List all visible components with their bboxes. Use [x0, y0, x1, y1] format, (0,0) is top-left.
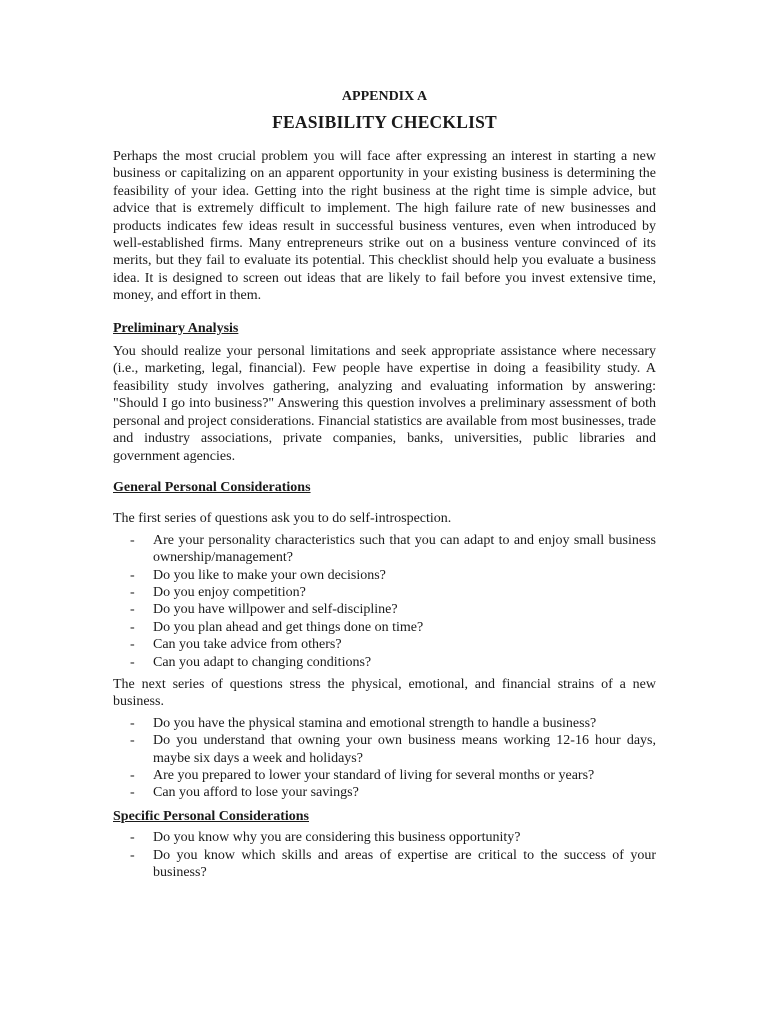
list-item-text: Do you have willpower and self-discipline?	[153, 602, 398, 618]
appendix-label: APPENDIX A	[341, 89, 428, 104]
page-title: FEASIBILITY CHECKLIST	[272, 112, 497, 132]
list-item	[113, 567, 656, 584]
list-item-text: Can you afford to lose your savings?	[153, 785, 359, 801]
list-item	[113, 715, 656, 732]
list-item	[113, 532, 656, 567]
list-item	[113, 847, 656, 882]
preliminary-analysis-paragraph: You should realize your personal limitations and seek appropriate assistance where necessary (i.e., marketing, legal, financial). Few people have expertise in doing a feasibility study. A feasibility study involves gathering, analyzing and evaluating information by answering: "Should I go into business?" Answering this question involves a preliminary assessment of both personal and project considerations. Financial statistics are available from most businesses, trade and industry associations, private companies, banks, universities, public libraries and government agencies.	[113, 344, 656, 464]
list-item	[113, 619, 656, 636]
dash-bullet: -	[130, 567, 135, 583]
preliminary-analysis-heading: Preliminary Analysis	[113, 320, 239, 336]
list-item-text: Do you have the physical stamina and emotional strength to handle a business?	[153, 715, 597, 731]
list-item	[113, 732, 656, 767]
dash-bullet: -	[130, 830, 135, 846]
dash-bullet: -	[130, 602, 135, 618]
list-item	[113, 601, 656, 618]
list-item-text: Do you understand that owning your own business means working 12-16 hour days, maybe six days a week and holidays?	[153, 733, 656, 766]
list-item-text: Do you know why you are considering this business opportunity?	[153, 830, 521, 846]
dash-bullet: -	[130, 847, 135, 863]
specific-questions-list	[113, 829, 656, 881]
list-item-text: Do you know which skills and areas of expertise are critical to the success of your business?	[153, 847, 656, 881]
dash-bullet: -	[130, 532, 135, 548]
dash-bullet: -	[130, 715, 135, 731]
list-item-text: Do you plan ahead and get things done on time?	[153, 619, 424, 635]
strain-questions-list	[113, 715, 656, 802]
dash-bullet: -	[130, 584, 135, 600]
dash-bullet: -	[130, 619, 135, 635]
general-considerations-intro: The first series of questions ask you to do self-introspection.	[113, 511, 452, 527]
list-item	[113, 654, 656, 671]
specific-considerations-heading: Specific Personal Considerations	[113, 808, 309, 824]
general-considerations-heading: General Personal Considerations	[113, 479, 311, 495]
list-item-text: Are you prepared to lower your standard of living for several months or years?	[153, 768, 595, 783]
list-item-text: Are your personality characteristics such that you can adapt to and enjoy small business ownership/management?	[153, 532, 656, 566]
intro-paragraph: Perhaps the most crucial problem you will face after expressing an interest in starting a new business or capitalizing on an apparent opportunity in your existing business is determining the feasibility of your idea. Getting into the right business at the right time is simple advice, but advice that is extremely difficult to implement. The high failure rate of new businesses and products indicates few ideas result in successful business ventures, even when introduced by well-established firms. Many entrepreneurs strike out on a business venture convinced of its merits, but they fail to evaluate its potential. This checklist should help you evaluate a business idea. It is designed to screen out ideas that are likely to fail before you invest extensive time, money, and effort in them.	[113, 149, 656, 304]
dash-bullet: -	[130, 733, 135, 749]
list-item-text: Do you like to make your own decisions?	[153, 567, 386, 583]
dash-bullet: -	[130, 785, 135, 801]
list-item-text: Can you adapt to changing conditions?	[153, 654, 372, 670]
dash-bullet: -	[130, 637, 135, 653]
list-item-text: Do you enjoy competition?	[153, 584, 306, 600]
list-item	[113, 829, 656, 846]
dash-bullet: -	[130, 654, 135, 670]
general-questions-list	[113, 532, 656, 671]
strain-questions-intro: The next series of questions stress the physical, emotional, and financial strains of a new business.	[113, 676, 656, 710]
list-item	[113, 767, 656, 784]
list-item-text: Can you take advice from others?	[153, 637, 342, 653]
dash-bullet: -	[130, 768, 135, 783]
list-item	[113, 636, 656, 653]
list-item	[113, 784, 656, 801]
list-item	[113, 584, 656, 601]
